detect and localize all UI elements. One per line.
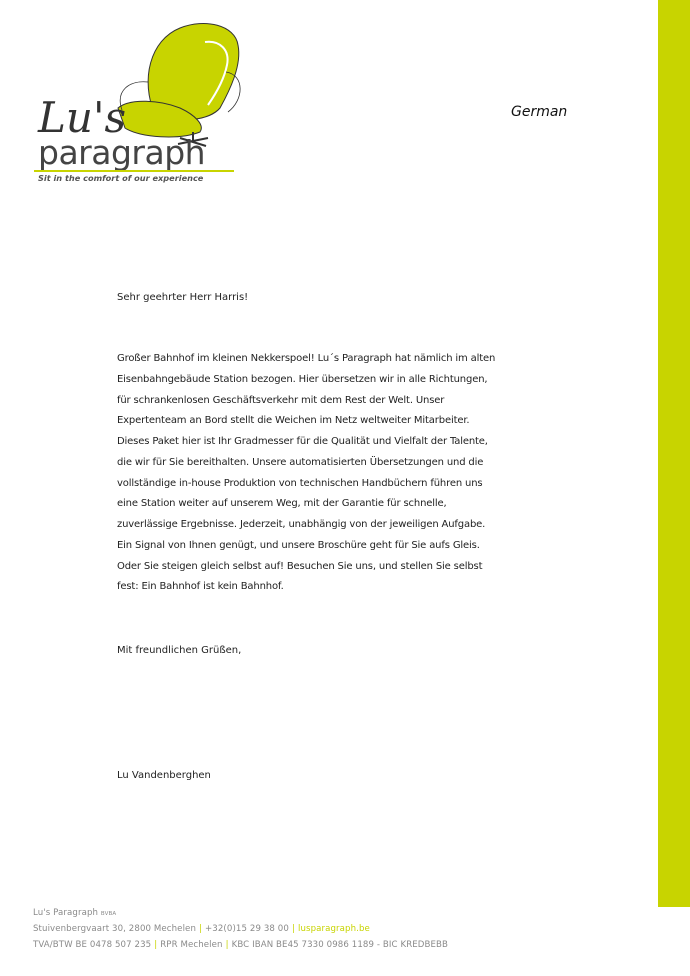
letter-body: [117, 349, 547, 598]
letter-closing: Mit freundlichen Grüßen,: [117, 645, 242, 656]
egg-chair-logo-graphic: [30, 20, 250, 190]
accent-side-bar: [658, 0, 690, 907]
body-line: Eisenbahngebäude Station bezogen. Hier übersetzen wir in alle Richtungen,: [117, 373, 488, 385]
footer-phone: +32(0)15 29 38 00: [205, 924, 289, 934]
body-line: Ein Signal von Ihnen genügt, und unsere Broschüre geht für Sie aufs Gleis.: [117, 539, 480, 551]
footer-website-link[interactable]: lusparagraph.be: [297, 924, 370, 934]
body-line: eine Station weiter auf unserem Weg, mit der Garantie für schnelle,: [117, 498, 447, 510]
body-line: zuverlässige Ergebnisse. Jederzeit, unabhängig von der jeweiligen Aufgabe.: [117, 519, 486, 530]
body-line: vollständige in-house Produktion von technischen Handbüchern führen uns: [117, 477, 483, 489]
body-line: Oder Sie steigen gleich selbst auf! Besuchen Sie uns, und stellen Sie selbst: [117, 560, 483, 572]
letterhead-footer: Lu's Paragraph BVBA Stuivenbergvaart 30, 2800 Mechelen | +32(0)15 29 38 00 | lusparagraph.be TVA/BTW BE 0478 507 235 | RPR Mechelen | KBC IBAN BE45 7330 0986 1189 - BIC KREDBEBB: [33, 908, 449, 950]
footer-address: Stuivenbergvaart 30, 2800 Mechelen: [33, 924, 196, 934]
body-line: die wir für Sie bereithalten. Unsere automatisierten Übersetzungen und die: [117, 456, 484, 468]
body-line: fest: Ein Bahnhof ist kein Bahnhof.: [117, 581, 284, 593]
body-line: Dieses Paket hier ist Ihr Gradmesser für die Qualität und Vielfalt der Talente,: [117, 436, 488, 447]
footer-company-suffix: BVBA: [100, 911, 117, 917]
body-line: Expertenteam an Bord stellt die Weichen im Netz weltweiter Mitarbeiter.: [117, 415, 470, 427]
company-logo: [30, 20, 250, 190]
logo-script-text: Lu's: [38, 93, 127, 142]
logo-tagline: Sit in the comfort of our experience: [38, 173, 204, 183]
body-line: Großer Bahnhof im kleinen Nekkerspoel! Lu´s Paragraph hat nämlich im alten: [117, 353, 496, 364]
language-label: German: [511, 104, 568, 120]
footer-bank: KBC IBAN BE45 7330 0986 1189 - BIC KREDBEBB: [231, 940, 449, 950]
footer-vat: TVA/BTW BE 0478 507 235: [33, 940, 152, 950]
logo-wordmark: paragraph: [38, 133, 206, 172]
letter-signature: Lu Vandenberghen: [117, 770, 211, 781]
footer-rpr: RPR Mechelen: [160, 940, 223, 950]
letter-salutation: Sehr geehrter Herr Harris!: [117, 292, 249, 303]
footer-company: Lu's Paragraph: [33, 908, 99, 918]
body-line: für schrankenlosen Geschäftsverkehr mit dem Rest der Welt. Unser: [117, 394, 445, 406]
